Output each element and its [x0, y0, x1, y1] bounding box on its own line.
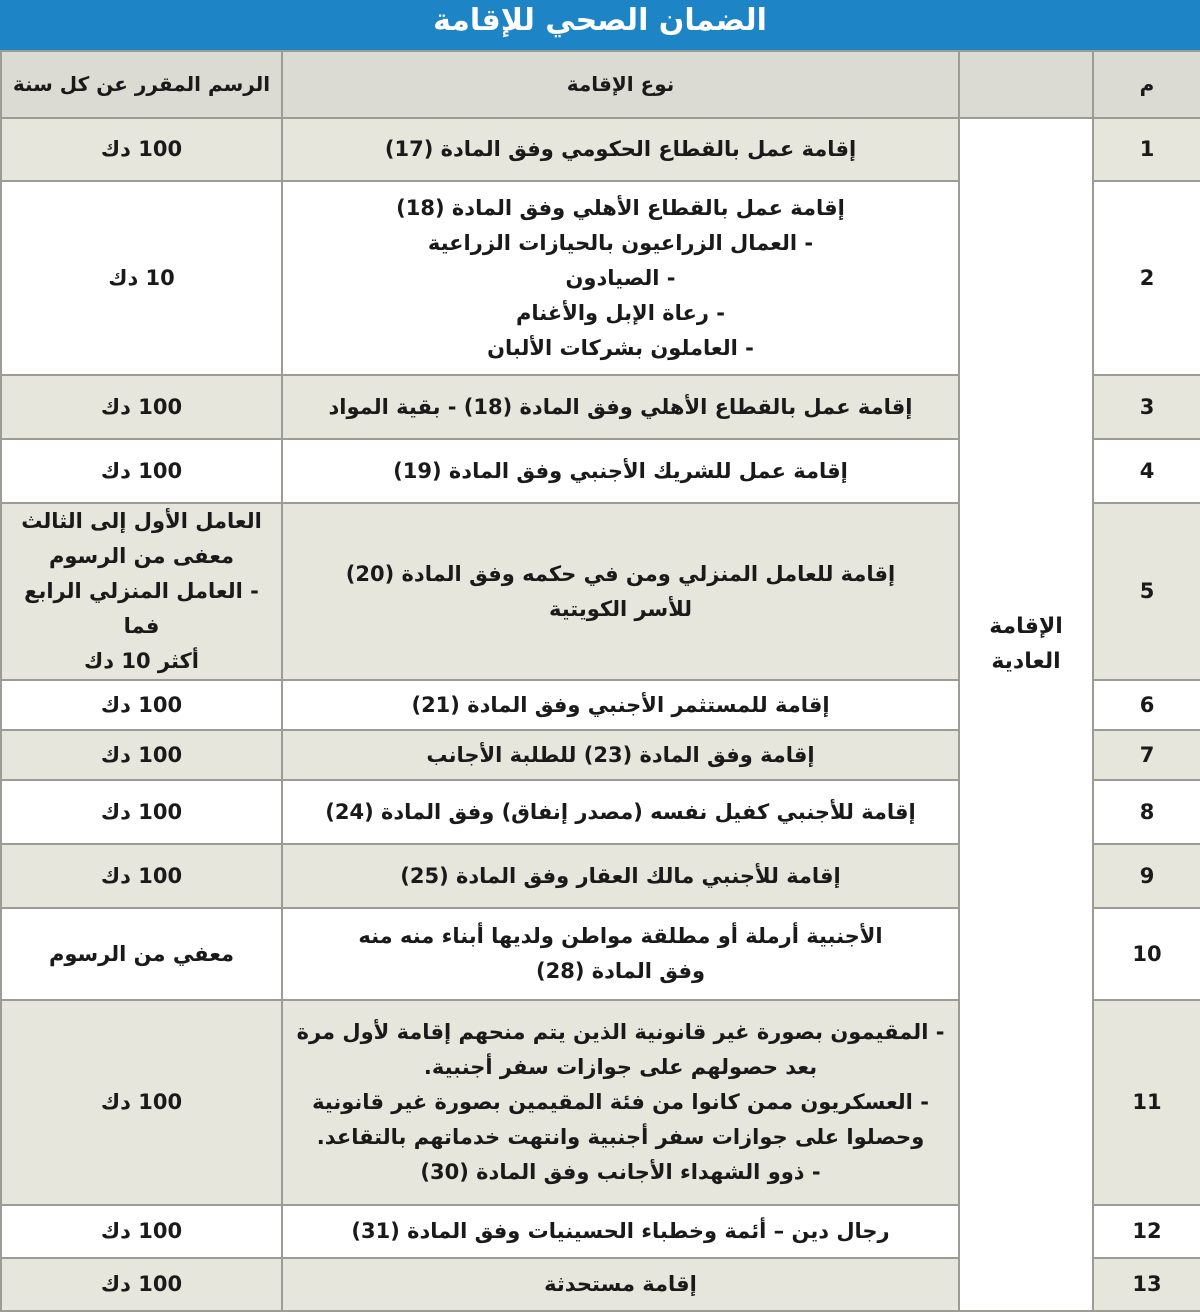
row-number: 4 [1093, 439, 1200, 503]
table-row [1, 118, 1200, 181]
row-number: 2 [1093, 181, 1200, 375]
residence-type-cell [282, 780, 959, 844]
fee-cell-line: معفي من الرسوم [48, 941, 235, 966]
residence-type-cell [282, 181, 959, 375]
residence-type-cell-line: إقامة عمل للشريك الأجنبي وفق المادة (19) [393, 458, 848, 483]
residence-type-cell-line: - الصيادون [565, 265, 676, 290]
row-number: 1 [1093, 118, 1200, 181]
residence-type-cell-line: للأسر الكويتية [548, 596, 693, 621]
header-residence-type: نوع الإقامة [282, 51, 959, 118]
fee-cell-line: 100 دك [100, 863, 183, 888]
fee-cell [1, 780, 282, 844]
residence-type-cell-line: - العسكريون ممن كانوا من فئة المقيمين بصورة غير قانونية [312, 1090, 929, 1114]
residence-type-cell-line: إقامة عمل بالقطاع الحكومي وفق المادة (17) [384, 137, 857, 161]
fee-cell-line: 100 دك [100, 394, 183, 419]
residence-type-cell-line: الأجنبية أرملة أو مطلقة مواطن ولديها أبناء منه منه [358, 924, 883, 948]
fee-cell-line: أكثر 10 دك [84, 649, 199, 673]
fee-cell [1, 908, 282, 1000]
residence-type-cell-line: إقامة للأجنبي مالك العقار وفق المادة (25) [400, 863, 841, 888]
fee-cell [1, 680, 282, 730]
fee-cell-line: 100 دك [100, 1272, 183, 1296]
residence-type-cell [282, 730, 959, 780]
fee-cell-line: 100 دك [100, 1219, 183, 1243]
row-number: 6 [1093, 680, 1200, 730]
residence-type-cell-line: إقامة عمل بالقطاع الأهلي وفق المادة (18) [396, 195, 845, 220]
category-label-line: العادية [991, 649, 1061, 674]
residence-fees-table [0, 50, 1200, 1312]
residence-type-cell [282, 375, 959, 439]
residence-type-cell-line: رجال دين – أئمة وخطباء الحسينيات وفق المادة (31) [351, 1219, 890, 1243]
fee-cell-line: 10 دك [108, 265, 175, 290]
residence-type-cell-line: إقامة وفق المادة (23) للطلبة الأجانب [426, 742, 815, 767]
residence-type-cell [282, 1205, 959, 1258]
residence-type-cell-line: وفق المادة (28) [535, 959, 706, 983]
residence-type-cell [282, 118, 959, 181]
residence-type-cell-line: بعد حصولهم على جوازات سفر أجنبية. [423, 1055, 818, 1079]
row-number: 10 [1093, 908, 1200, 1000]
residence-type-cell-line: - العاملون بشركات الألبان [487, 335, 754, 360]
residence-type-cell [282, 908, 959, 1000]
residence-type-cell-line: - العمال الزراعيون بالحيازات الزراعية [427, 230, 814, 255]
fee-cell [1, 503, 282, 680]
residence-type-cell-line: وحصلوا على جوازات سفر أجنبية وانتهت خدماتهم بالتقاعد. [316, 1125, 925, 1149]
fee-cell-line: 100 دك [100, 799, 183, 824]
header-fee: الرسم المقرر عن كل سنة [1, 51, 282, 118]
residence-type-cell-line: - المقيمون بصورة غير قانونية الذين يتم منحهم إقامة لأول مرة [296, 1020, 945, 1044]
residence-type-cell-line: إقامة للأجنبي كفيل نفسه (مصدر إنفاق) وفق المادة (24) [325, 799, 916, 824]
residence-type-cell-line: - رعاة الإبل والأغنام [516, 300, 725, 325]
residence-type-cell [282, 844, 959, 908]
residence-type-cell [282, 1258, 959, 1311]
row-number: 8 [1093, 780, 1200, 844]
row-number: 13 [1093, 1258, 1200, 1311]
fee-cell [1, 1205, 282, 1258]
fee-cell [1, 181, 282, 375]
residence-type-cell-line: - ذوو الشهداء الأجانب وفق المادة (30) [420, 1160, 821, 1184]
fee-cell-line: معفى من الرسوم [48, 544, 235, 568]
fee-cell [1, 1258, 282, 1311]
residence-type-cell-line: إقامة عمل بالقطاع الأهلي وفق المادة (18) - بقية المواد [328, 394, 913, 419]
row-number: 5 [1093, 503, 1200, 680]
fee-cell-line: 100 دك [100, 692, 183, 717]
fee-cell [1, 844, 282, 908]
residence-type-cell [282, 680, 959, 730]
fee-cell [1, 439, 282, 503]
fee-cell-line: 100 دك [100, 458, 183, 483]
fee-cell [1, 118, 282, 181]
residence-type-cell-line: إقامة للمستثمر الأجنبي وفق المادة (21) [411, 692, 830, 717]
category-cell [959, 118, 1093, 1311]
page-title: الضمان الصحي للإقامة [0, 0, 1200, 50]
fee-cell-line: 100 دك [100, 1090, 183, 1114]
residence-type-cell-line: إقامة للعامل المنزلي ومن في حكمه وفق المادة (20) [345, 561, 896, 586]
table-header-row [1, 51, 1200, 118]
row-number: 9 [1093, 844, 1200, 908]
fee-cell-line: العامل الأول إلى الثالث [21, 509, 262, 533]
fee-cell [1, 730, 282, 780]
fee-cell [1, 1000, 282, 1205]
residence-type-cell-line: إقامة مستحدثة [544, 1272, 697, 1296]
header-number: م [1093, 51, 1200, 118]
fee-cell-line: - العامل المنزلي الرابع فما [24, 579, 259, 638]
fee-cell [1, 375, 282, 439]
row-number: 12 [1093, 1205, 1200, 1258]
row-number: 7 [1093, 730, 1200, 780]
residence-type-cell [282, 503, 959, 680]
residence-type-cell [282, 1000, 959, 1205]
category-label-line: الإقامة [989, 614, 1063, 639]
row-number: 11 [1093, 1000, 1200, 1205]
residence-type-cell [282, 439, 959, 503]
header-category [959, 51, 1093, 118]
row-number: 3 [1093, 375, 1200, 439]
fee-cell-line: 100 دك [100, 137, 183, 161]
fee-cell-line: 100 دك [100, 742, 183, 767]
